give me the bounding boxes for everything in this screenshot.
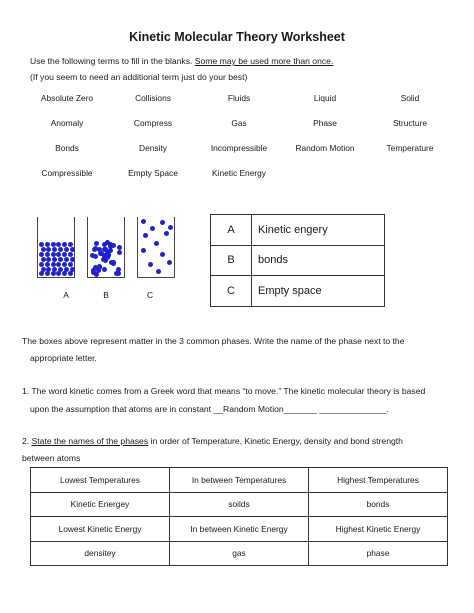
particle-dot — [164, 231, 169, 236]
term: Gas — [231, 118, 247, 128]
worksheet-title: Kinetic Molecular Theory Worksheet — [129, 30, 345, 44]
term: Kinetic Energy — [212, 168, 266, 178]
particle-dot — [45, 271, 50, 276]
phase-answer-table — [210, 214, 385, 307]
particle-dot — [94, 241, 99, 246]
particle-dot — [111, 260, 116, 265]
question-1-line-2: upon the assumption that atoms are in constant __Random Motion_______ ______________. — [30, 404, 389, 414]
phase-order-table — [30, 467, 448, 566]
table-cell: In between Kinetic Energy — [170, 517, 309, 542]
table-cell[interactable]: densitey — [31, 541, 170, 566]
particle-dot — [160, 252, 165, 257]
table-cell: In between Temperatures — [170, 468, 309, 493]
beaker-label-a: A — [63, 290, 69, 300]
particle-dot — [156, 269, 161, 274]
beaker-label-c: C — [146, 290, 154, 300]
beaker-solid — [37, 217, 75, 278]
table-cell: Highest Temperatures — [309, 468, 448, 493]
particle-dot — [168, 225, 173, 230]
instructions-line-2: (If you seem to need an additional term just do your best) — [30, 72, 248, 82]
question-2-underlined: State the names of the phases — [31, 436, 149, 446]
term: Liquid — [313, 93, 337, 103]
particle-dot — [141, 248, 146, 253]
particle-dot — [39, 271, 44, 276]
table-row — [31, 468, 448, 493]
answer-field[interactable]: Empty space — [252, 276, 385, 307]
particle-dot — [143, 233, 148, 238]
particle-dot — [102, 267, 107, 272]
particle-dot — [39, 262, 44, 267]
particle-dot — [154, 241, 159, 246]
table-cell[interactable]: gas — [170, 541, 309, 566]
table-cell[interactable]: Kinetic Energey — [31, 492, 170, 517]
question-2-line-2: between atoms — [22, 453, 81, 463]
particle-dot — [45, 262, 50, 267]
table-cell[interactable]: soilds — [170, 492, 309, 517]
answer-letter: C — [211, 276, 252, 307]
particle-dot — [62, 271, 67, 276]
term: Temperature — [386, 143, 434, 153]
answer-letter: B — [211, 245, 252, 276]
term: Compressible — [41, 168, 93, 178]
beaker-liquid — [87, 217, 125, 278]
table-row — [211, 245, 385, 276]
particle-dot — [56, 262, 61, 267]
term: Bonds — [55, 143, 79, 153]
table-cell[interactable]: bonds — [309, 492, 448, 517]
table-row — [31, 517, 448, 542]
particle-dot — [117, 250, 122, 255]
particle-dot — [103, 247, 108, 252]
term: Absolute Zero — [40, 93, 94, 103]
term: Density — [139, 143, 167, 153]
particle-dot — [141, 219, 146, 224]
table-row — [211, 276, 385, 307]
term: Structure — [393, 118, 427, 128]
particle-dot — [68, 262, 73, 267]
particle-dot — [68, 271, 73, 276]
particle-dot — [46, 257, 51, 262]
term: Empty Space — [128, 168, 178, 178]
beaker-gas — [137, 217, 175, 278]
term: Fluids — [227, 93, 251, 103]
term: Solid — [400, 93, 420, 103]
particle-dot — [52, 257, 57, 262]
table-row — [31, 492, 448, 517]
table-row — [31, 541, 448, 566]
table-cell: Lowest Kinetic Energy — [31, 517, 170, 542]
term: Anomaly — [50, 118, 84, 128]
table-cell[interactable]: phase — [309, 541, 448, 566]
particle-dot — [41, 257, 46, 262]
term: Collisions — [135, 93, 171, 103]
beaker-label-b: B — [103, 290, 109, 300]
particle-dot — [148, 262, 153, 267]
instructions-text: Use the following terms to fill in the blanks. — [30, 56, 193, 66]
question-2-number: 2. — [22, 436, 32, 446]
particle-dot — [111, 243, 116, 248]
particle-dot — [62, 262, 67, 267]
table-cell: Highest Kinetic Energy — [309, 517, 448, 542]
term: Incompressible — [210, 143, 268, 153]
particle-dot — [51, 262, 56, 267]
particle-dot — [105, 240, 110, 245]
term: Random Motion — [295, 143, 355, 153]
boxes-text-line-1: The boxes above represent matter in the 3 common phases. Write the name of the phase next to the — [22, 336, 405, 346]
question-2-rest: in order of Temperature, Kinetic Energy, density and bond strength — [148, 436, 403, 446]
particle-dot — [150, 226, 155, 231]
particle-dot — [70, 257, 75, 262]
particle-dot — [51, 271, 56, 276]
table-row — [211, 215, 385, 246]
particle-dot — [160, 220, 165, 225]
answer-field[interactable]: bonds — [252, 245, 385, 276]
particle-dot — [58, 257, 63, 262]
instructions-line-1 — [30, 56, 333, 66]
answer-letter: A — [211, 215, 252, 246]
term: Compress — [133, 118, 173, 128]
question-2-line-1 — [22, 436, 403, 446]
particle-dot — [167, 260, 172, 265]
instructions-underlined-text: Some may be used more than once. — [194, 56, 334, 66]
boxes-text-line-2: appropriate letter. — [30, 353, 97, 363]
term: Phase — [313, 118, 337, 128]
table-cell: Lowest Temperatures — [31, 468, 170, 493]
question-1-line-1: 1. The word kinetic comes from a Greek word that means “to move.” The kinetic molecular theory is based — [22, 386, 426, 396]
particle-dot — [56, 271, 61, 276]
answer-field[interactable]: Kinetic engery — [252, 215, 385, 246]
particle-dot — [64, 257, 69, 262]
